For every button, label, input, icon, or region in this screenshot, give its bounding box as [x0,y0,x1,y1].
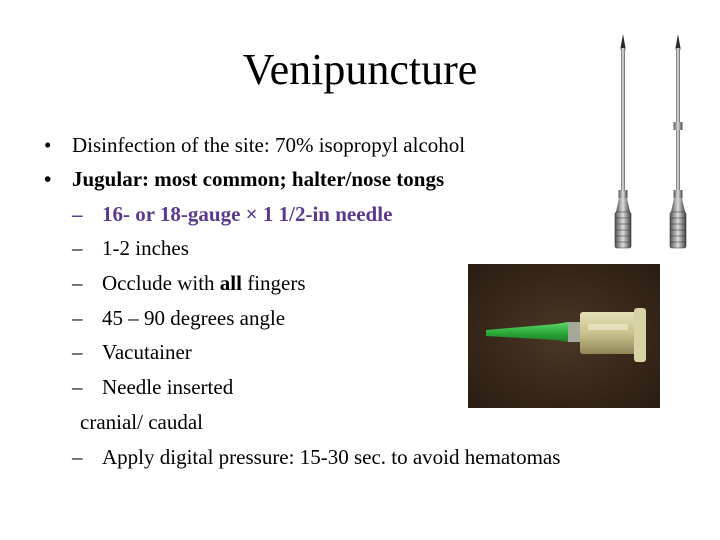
sub-item-text: 16- or 18-gauge × 1 1/2-in needle [102,202,393,226]
continuation-text: cranial/ caudal [80,410,204,434]
dash-marker: – [72,445,83,469]
bullet-text: Disinfection of the site: 70% isopropyl alcohol [72,133,466,157]
dash-marker: – [72,271,83,295]
bullet-marker: • [44,167,52,191]
sub-item-text: Vacutainer [102,340,192,364]
slide-title: Venipuncture [242,45,478,94]
dash-marker: – [72,375,83,399]
dash-marker: – [72,202,83,226]
sub-item-text: 45 – 90 degrees angle [102,306,286,330]
dash-marker: – [72,340,83,364]
bullet-marker: • [44,133,52,157]
sub-item-text: 1-2 inches [102,236,189,260]
needle-left-icon [615,34,631,248]
sub-item-text-post: fingers [241,271,306,295]
sub-item-text-bold: all [219,271,242,295]
bullet-text: Jugular: most common; halter/nose tongs [72,167,445,191]
needle-right-icon [670,34,686,248]
sub-item-text: Needle inserted [102,375,234,399]
dash-marker: – [72,236,83,260]
sub-item-text [102,269,306,297]
needles-image [605,32,705,257]
vacutainer-photo [468,264,660,408]
sub-item-text: Apply digital pressure: 15-30 sec. to avoid hematomas [102,445,561,469]
vacutainer-holder-icon [580,312,638,354]
sub-item-text-pre: Occlude with [102,271,220,295]
dash-marker: – [72,306,83,330]
